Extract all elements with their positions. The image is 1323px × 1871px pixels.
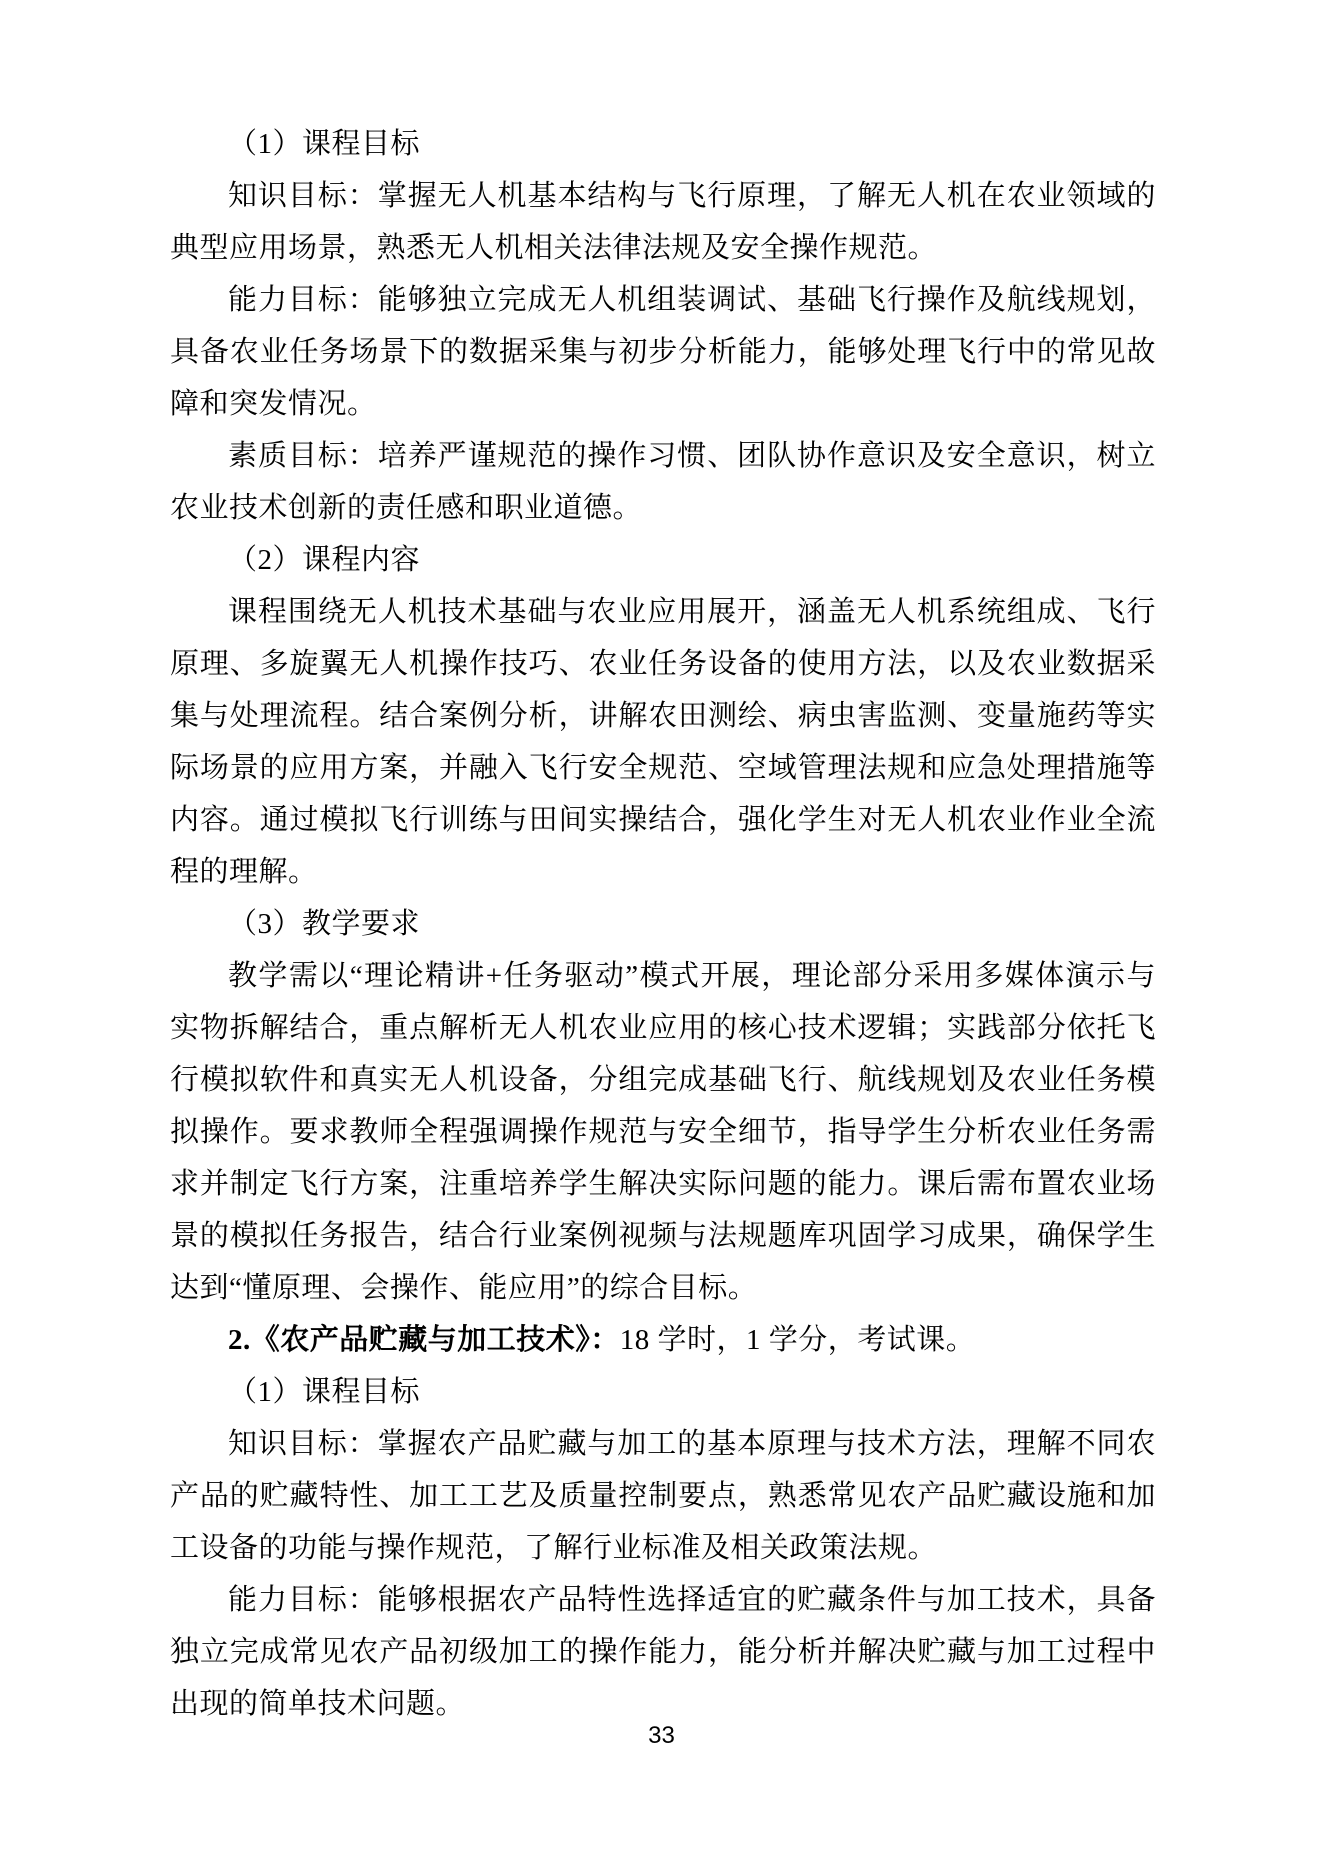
page-number: 33	[648, 1722, 675, 1749]
section-heading-course-content: （2）课程内容	[228, 544, 421, 576]
course-2-title-bold: 2.《农产品贮藏与加工技术》：	[228, 1324, 620, 1356]
paragraph-course-2-title	[170, 1314, 1156, 1366]
section-heading-course-objectives-1: （1）课程目标	[228, 128, 421, 160]
paragraph-course-content: 课程围绕无人机技术基础与农业应用展开，涵盖无人机系统组成、飞行原理、多旋翼无人机操作技巧、农业任务设备的使用方法，以及农业数据采集与处理流程。结合案例分析，讲解农田测绘、病虫害监测、变量施药等实际场景的应用方案，并融入飞行安全规范、空域管理法规和应急处理措施等内容。通过模拟飞行训练与田间实操结合，强化学生对无人机农业作业全流程的理解。	[170, 596, 1156, 888]
paragraph-knowledge-objectives-1: 知识目标：掌握无人机基本结构与飞行原理，了解无人机在农业领域的典型应用场景，熟悉无人机相关法律法规及安全操作规范。	[170, 180, 1156, 264]
document-body	[170, 118, 1156, 1730]
paragraph-ability-objectives-1: 能力目标：能够独立完成无人机组装调试、基础飞行操作及航线规划，具备农业任务场景下的数据采集与初步分析能力，能够处理飞行中的常见故障和突发情况。	[170, 284, 1156, 420]
section-heading-course-objectives-2: （1）课程目标	[228, 1376, 421, 1408]
paragraph-quality-objectives-1: 素质目标：培养严谨规范的操作习惯、团队协作意识及安全意识，树立农业技术创新的责任感和职业道德。	[170, 440, 1156, 524]
section-heading-teaching-requirements: （3）教学要求	[228, 908, 421, 940]
paragraph-teaching-requirements: 教学需以“理论精讲+任务驱动”模式开展，理论部分采用多媒体演示与实物拆解结合，重点解析无人机农业应用的核心技术逻辑；实践部分依托飞行模拟软件和真实无人机设备，分组完成基础飞行、航线规划及农业任务模拟操作。要求教师全程强调操作规范与安全细节，指导学生分析农业任务需求并制定飞行方案，注重培养学生解决实际问题的能力。课后需布置农业场景的模拟任务报告，结合行业案例视频与法规题库巩固学习成果，确保学生达到“懂原理、会操作、能应用”的综合目标。	[170, 960, 1156, 1304]
paragraph-knowledge-objectives-2: 知识目标：掌握农产品贮藏与加工的基本原理与技术方法，理解不同农产品的贮藏特性、加工工艺及质量控制要点，熟悉常见农产品贮藏设施和加工设备的功能与操作规范，了解行业标准及相关政策法规。	[170, 1428, 1156, 1564]
paragraph-ability-objectives-2: 能力目标：能够根据农产品特性选择适宜的贮藏条件与加工技术，具备独立完成常见农产品初级加工的操作能力，能分析并解决贮藏与加工过程中出现的简单技术问题。	[170, 1584, 1156, 1720]
course-2-title-rest: 18 学时，1 学分，考试课。	[619, 1324, 976, 1356]
